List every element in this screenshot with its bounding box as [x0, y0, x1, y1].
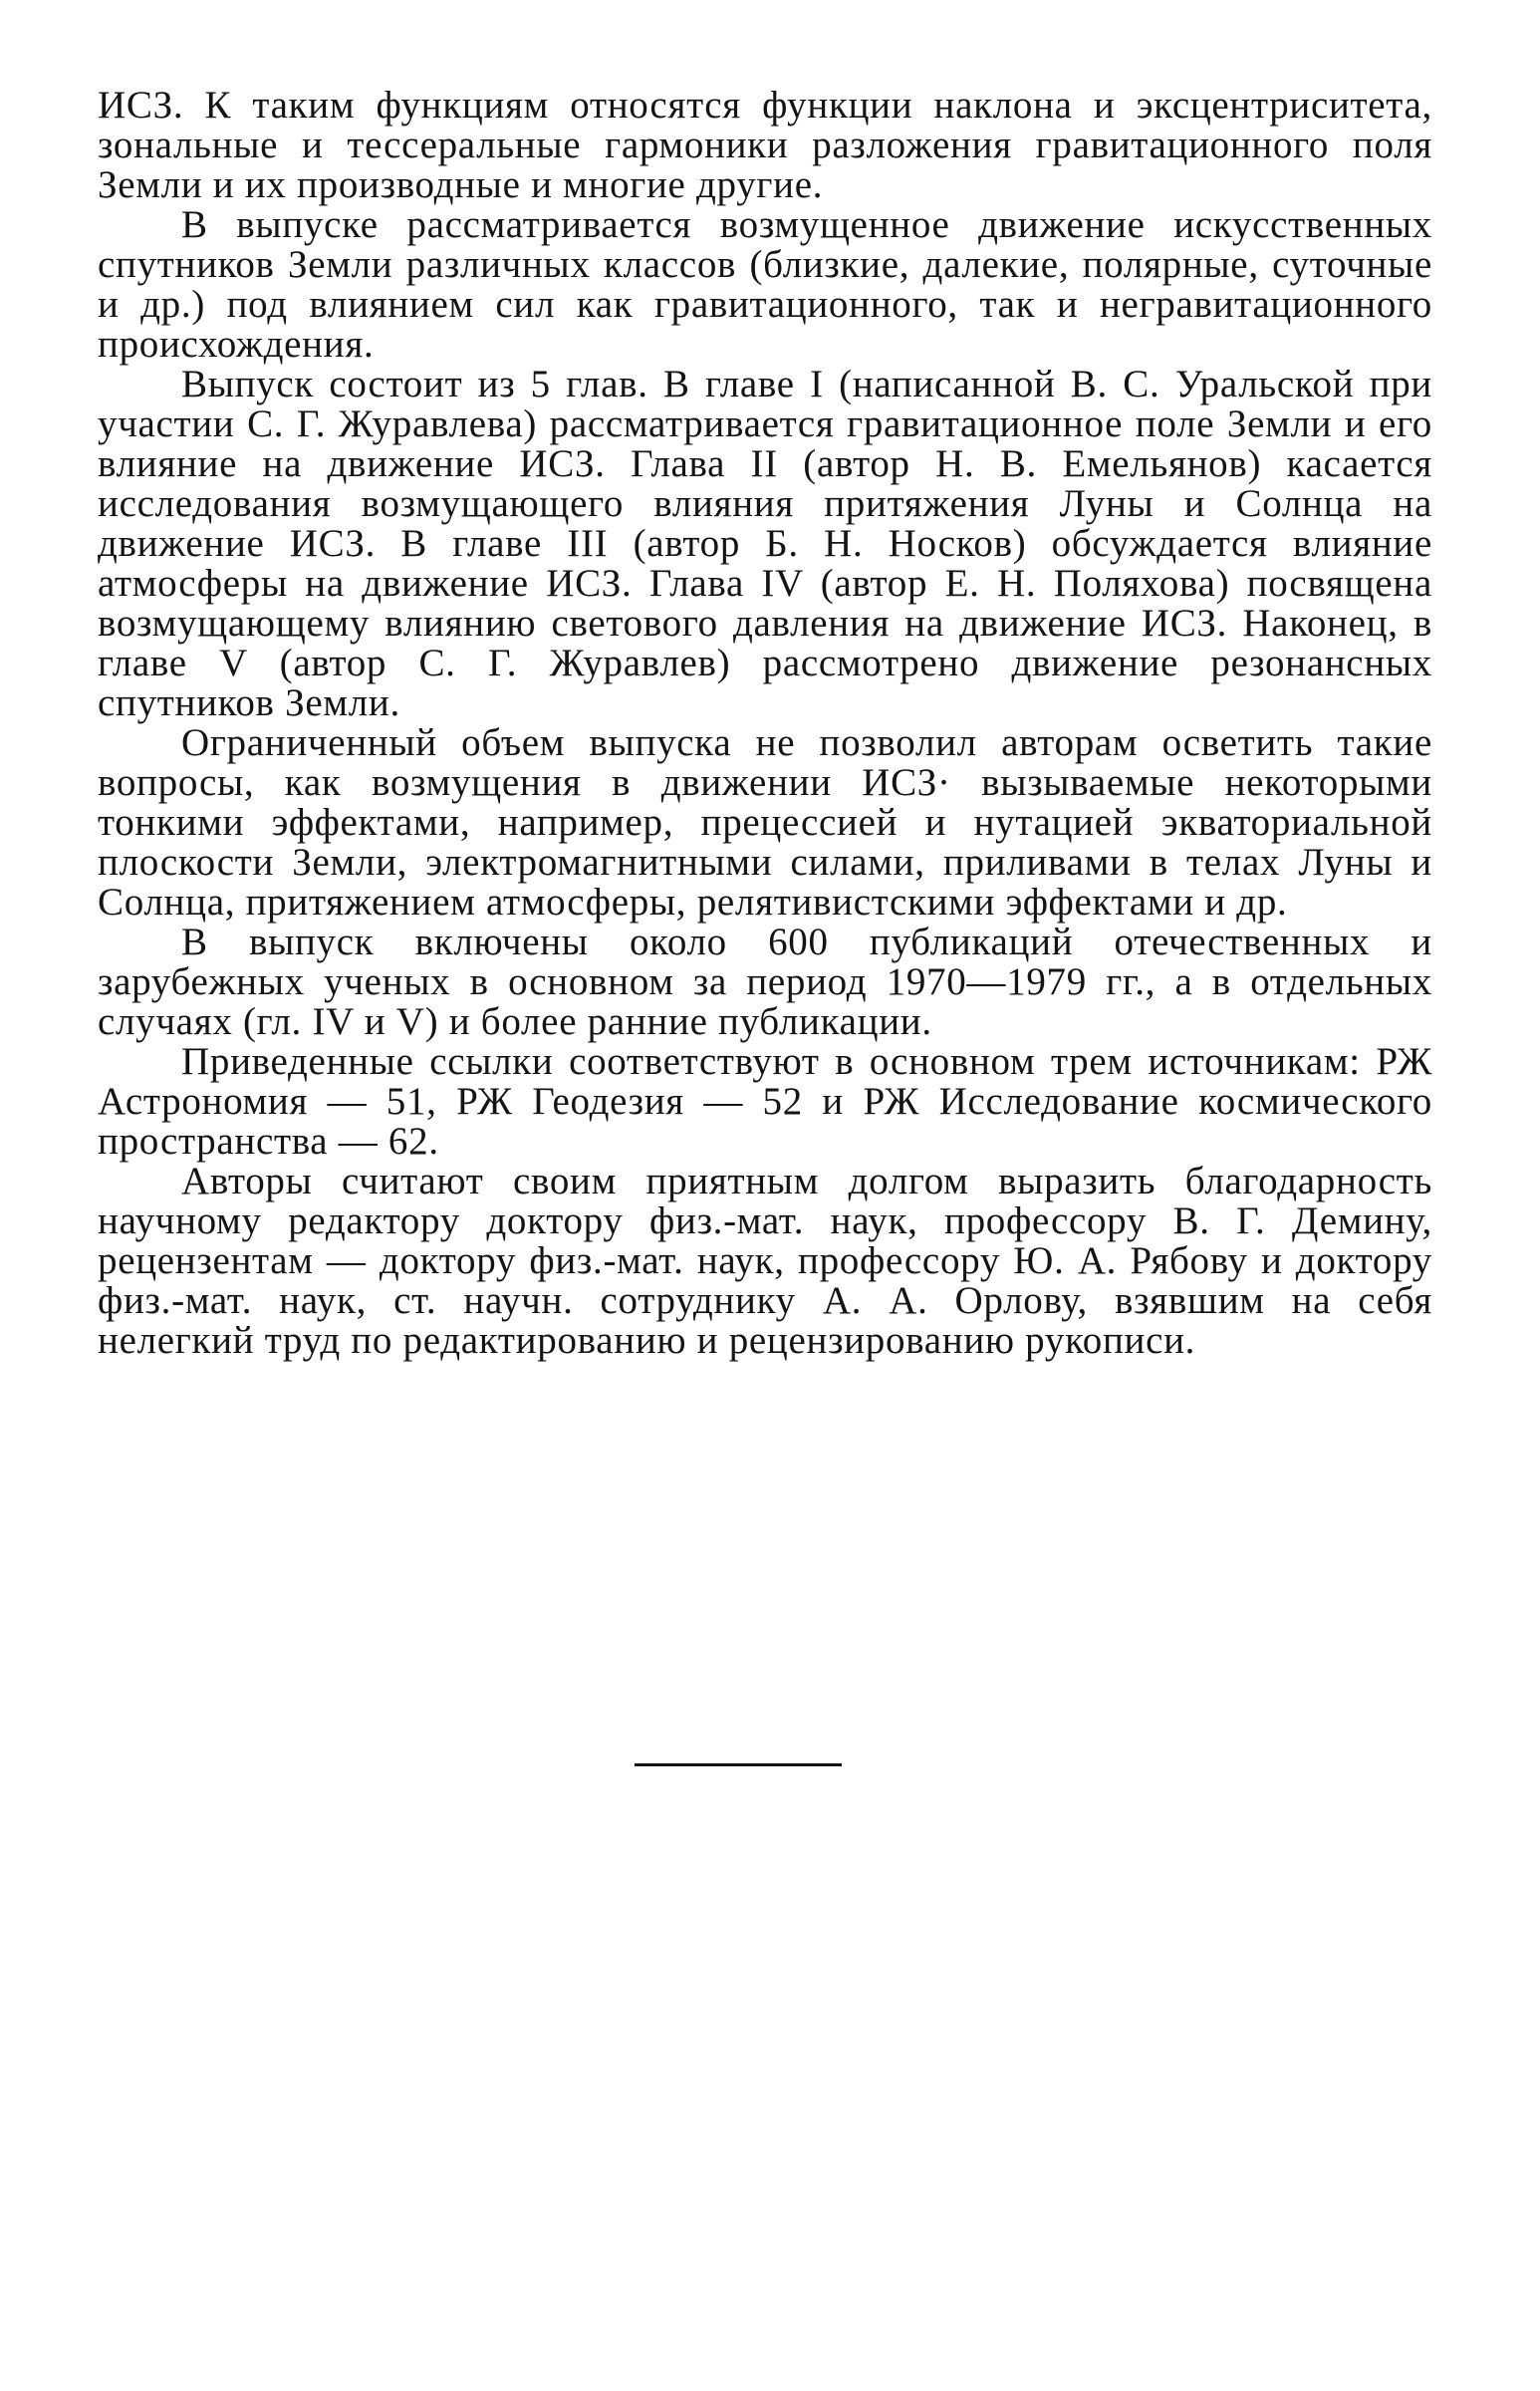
paragraph-continuation: ИСЗ. К таким функциям относятся функции наклона и эксцентриситета, зональные и тессеральные гармоники разложения гравитационного поля Земли и их производные и многие другие.	[98, 84, 1432, 206]
section-divider	[635, 1763, 842, 1766]
paragraph-satellites: В выпуске рассматривается возмущенное движение искусственных спутников Земли различных классов (близкие, далекие, полярные, суточные и др.) под влиянием сил как гравитационного, так и негравитационного происхождения.	[98, 203, 1432, 366]
paragraph-sources: Приведенные ссылки соответствуют в основном трем источникам: РЖ Астрономия — 51, РЖ Геодезия — 52 и РЖ Исследование космического пространства — 62.	[98, 1040, 1432, 1163]
paragraph-acknowledgements: Авторы считают своим приятным долгом выразить благодарность научному редактору доктору физ.-мат. наук, профессору В. Г. Демину, рецензентам — доктору физ.-мат. наук, профессору Ю. А. Рябову и доктору физ.-мат. наук, ст. научн. сотруднику А. А. Орлову, взявшим на себя нелегкий труд по редактированию и рецензированию рукописи.	[98, 1160, 1432, 1362]
paragraph-chapters: Выпуск состоит из 5 глав. В главе I (написанной В. С. Уральской при участии С. Г. Журавлева) рассматривается гравитационное поле Земли и его влияние на движение ИСЗ. Глава II (автор Н. В. Емельянов) касается исследования возмущающего влияния притяжения Луны и Солнца на движение ИСЗ. В главе III (автор Б. Н. Носков) обсуждается влияние атмосферы на движение ИСЗ. Глава IV (автор Е. Н. Поляхова) посвящена возмущающему влиянию светового давления на движение ИСЗ. Наконец, в главе V (автор С. Г. Журавлев) рассмотрено движение резонансных спутников Земли.	[98, 363, 1432, 724]
page-text	[98, 86, 1432, 1361]
paragraph-publications: В выпуск включены около 600 публикаций отечественных и зарубежных ученых в основном за период 1970—1979 гг., а в отдельных случаях (гл. IV и V) и более ранние публикации.	[98, 921, 1432, 1043]
paragraph-limitations: Ограниченный объем выпуска не позволил авторам осветить такие вопросы, как возмущения в движении ИСЗ· вызываемые некоторыми тонкими эффектами, например, прецессией и нутацией экваториальной плоскости Земли, электромагнитными силами, приливами в телах Луны и Солнца, притяжением атмосферы, релятивистскими эффектами и др.	[98, 721, 1432, 924]
